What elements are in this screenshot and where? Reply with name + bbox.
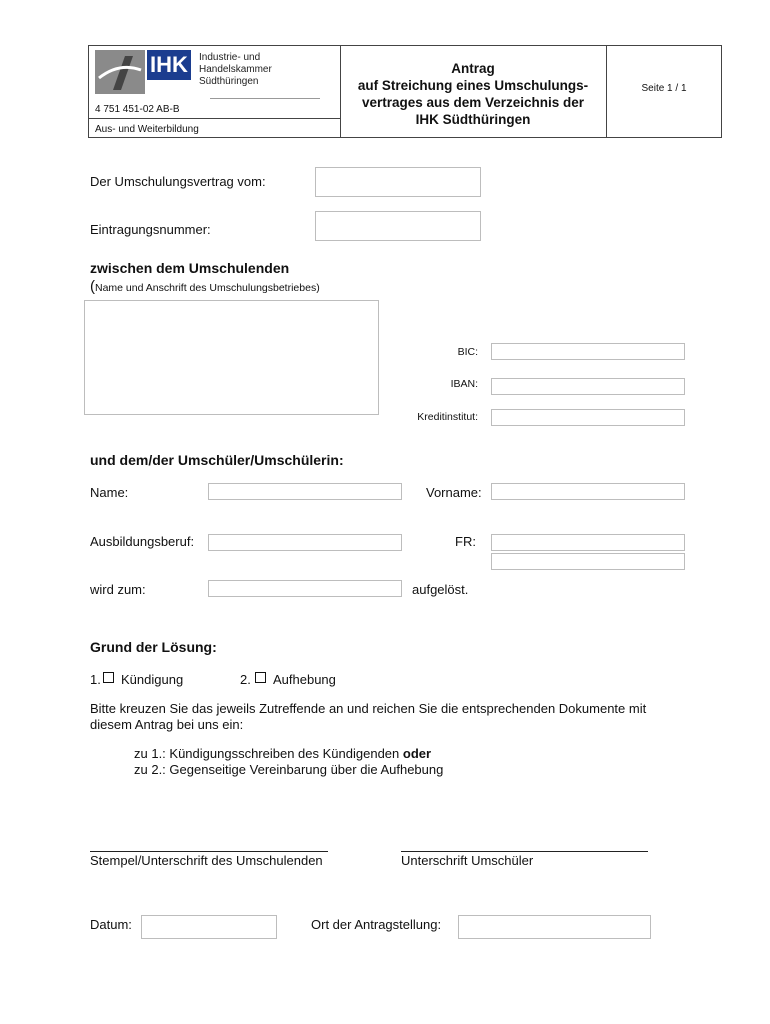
termination-label: Kündigung [121,672,184,687]
option1-number: 1. [90,672,101,687]
logo-underline [210,98,320,99]
name-label: Name: [90,485,129,500]
fr-label: FR: [455,534,476,549]
bic-label: BIC: [457,346,478,358]
date-label: Datum: [90,917,132,932]
dissolved-suffix: aufgelöst. [412,582,469,597]
ihk-logo-text: IHK [147,50,191,80]
contract-date-field[interactable] [315,167,481,197]
title-line: auf Streichung eines Umschulungs- [357,78,589,93]
trainer-subheading [90,278,320,295]
job-field[interactable] [208,534,402,551]
document-item-1-text: zu 1.: Kündigungsschreiben des Kündigenden [134,746,403,761]
chamber-name-line2: Südthüringen [199,76,259,87]
registration-number-label: Eintragungsnummer: [90,222,211,237]
header-divider [88,118,340,119]
fr-field-2[interactable] [491,553,685,570]
bank-field[interactable] [491,409,685,426]
ihk-logo [95,50,335,94]
document-item-1-or: oder [402,746,432,761]
chamber-name [199,52,335,88]
cancellation-checkbox[interactable] [255,672,266,683]
instruction-text: Bitte kreuzen Sie das jeweils Zutreffende an und reichen Sie die entsprechenden Dokumente mit diesem Antrag bei uns ein: [90,701,647,732]
trainee-signature-label: Unterschrift Umschüler [401,853,534,868]
title-line: Antrag [451,61,495,76]
bic-field[interactable] [491,343,685,360]
title-line: IHK Südthüringen [415,112,531,127]
contract-date-label: Der Umschulungsvertrag vom: [90,174,266,189]
form-number: 4 751 451-02 AB-B [95,104,180,115]
document-item-1 [134,746,431,762]
firstname-label: Vorname: [426,485,482,500]
trainer-address-field[interactable] [84,300,379,415]
trainer-signature-label: Stempel/Unterschrift des Umschulenden [90,853,323,868]
page-title [340,60,606,128]
bank-label: Kreditinstitut: [417,411,478,423]
dissolved-date-field[interactable] [208,580,402,597]
page-number: Seite 1 / 1 [641,83,687,94]
iban-label: IBAN: [450,378,478,390]
trainer-subheading-text: Name und Anschrift des Umschulungsbetriebes) [95,282,320,294]
option2-number: 2. [240,672,251,687]
document-item-2: zu 2.: Gegenseitige Vereinbarung über die Aufhebung [134,762,444,777]
registration-number-field[interactable] [315,211,481,241]
title-line: vertrages aus dem Verzeichnis der [361,95,585,110]
place-field[interactable] [458,915,651,939]
iban-field[interactable] [491,378,685,395]
department: Aus- und Weiterbildung [95,124,199,135]
firstname-field[interactable] [491,483,685,500]
reason-heading: Grund der Lösung: [90,639,217,655]
place-label: Ort der Antragstellung: [311,917,442,932]
chamber-name-line1: Industrie- und Handelskammer [199,52,272,75]
job-label: Ausbildungsberuf: [90,534,195,549]
trainer-heading: zwischen dem Umschulenden [90,260,290,276]
name-field[interactable] [208,483,402,500]
paren: ( [90,278,95,295]
trainee-signature-line[interactable] [401,851,648,852]
fr-field-1[interactable] [491,534,685,551]
date-field[interactable] [141,915,277,939]
dissolved-label: wird zum: [90,582,146,597]
cancellation-label: Aufhebung [273,672,336,687]
trainer-signature-line[interactable] [90,851,328,852]
ihk-mark-icon [95,50,145,94]
trainee-heading: und dem/der Umschüler/Umschülerin: [90,452,344,468]
termination-checkbox[interactable] [103,672,114,683]
